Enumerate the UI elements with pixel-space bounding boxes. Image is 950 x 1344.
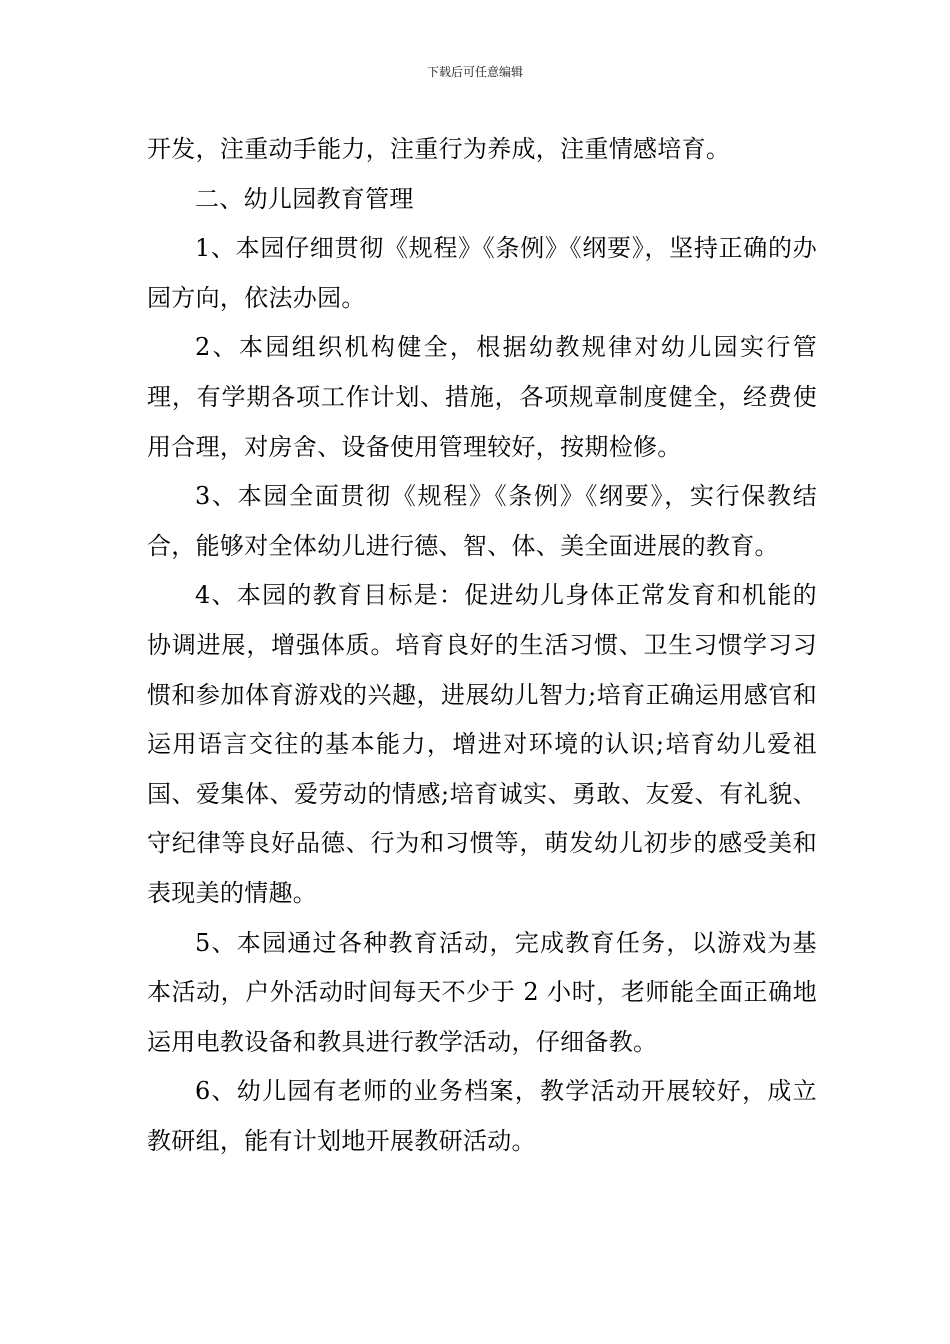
paragraph-item-3: 3、本园全面贯彻《规程》《条例》《纲要》，实行保教结合，能够对全体幼儿进行德、智、体、美全面进展的教育。 xyxy=(147,482,817,560)
paragraph-item-6: 6、幼儿园有老师的业务档案，教学活动开展较好，成立教研组，能有计划地开展教研活动。 xyxy=(147,1077,817,1155)
paragraph-item-5: 5、本园通过各种教育活动，完成教育任务，以游戏为基本活动，户外活动时间每天不少于 2 小时，老师能全面正确地运用电教设备和教具进行教学活动，仔细备教。 xyxy=(147,928,817,1056)
document-body xyxy=(147,125,817,1166)
section-heading: 二、幼儿园教育管理 xyxy=(195,184,414,213)
paragraph-continuation: 开发，注重动手能力，注重行为养成，注重情感培育。 xyxy=(147,135,731,163)
page-header: 下载后可任意编辑 xyxy=(426,65,523,79)
paragraph-item-1: 1、本园仔细贯彻《规程》《条例》《纲要》，坚持正确的办园方向，依法办园。 xyxy=(147,234,817,312)
paragraph-item-4: 4、本园的教育目标是：促进幼儿身体正常发育和机能的协调进展，增强体质。培育良好的生活习惯、卫生习惯学习习惯和参加体育游戏的兴趣，进展幼儿智力;培育正确运用感官和运用语言交往的基本能力，增进对环境的认识;培育幼儿爱祖国、爱集体、爱劳动的情感;培育诚实、勇敢、友爱、有礼貌、守纪律等良好品德、行为和习惯等，萌发幼儿初步的感受美和表现美的情趣。 xyxy=(147,581,817,907)
paragraph-item-2: 2、本园组织机构健全，根据幼教规律对幼儿园实行管理，有学期各项工作计划、措施，各项规章制度健全，经费使用合理，对房舍、设备使用管理较好，按期检修。 xyxy=(147,333,817,461)
